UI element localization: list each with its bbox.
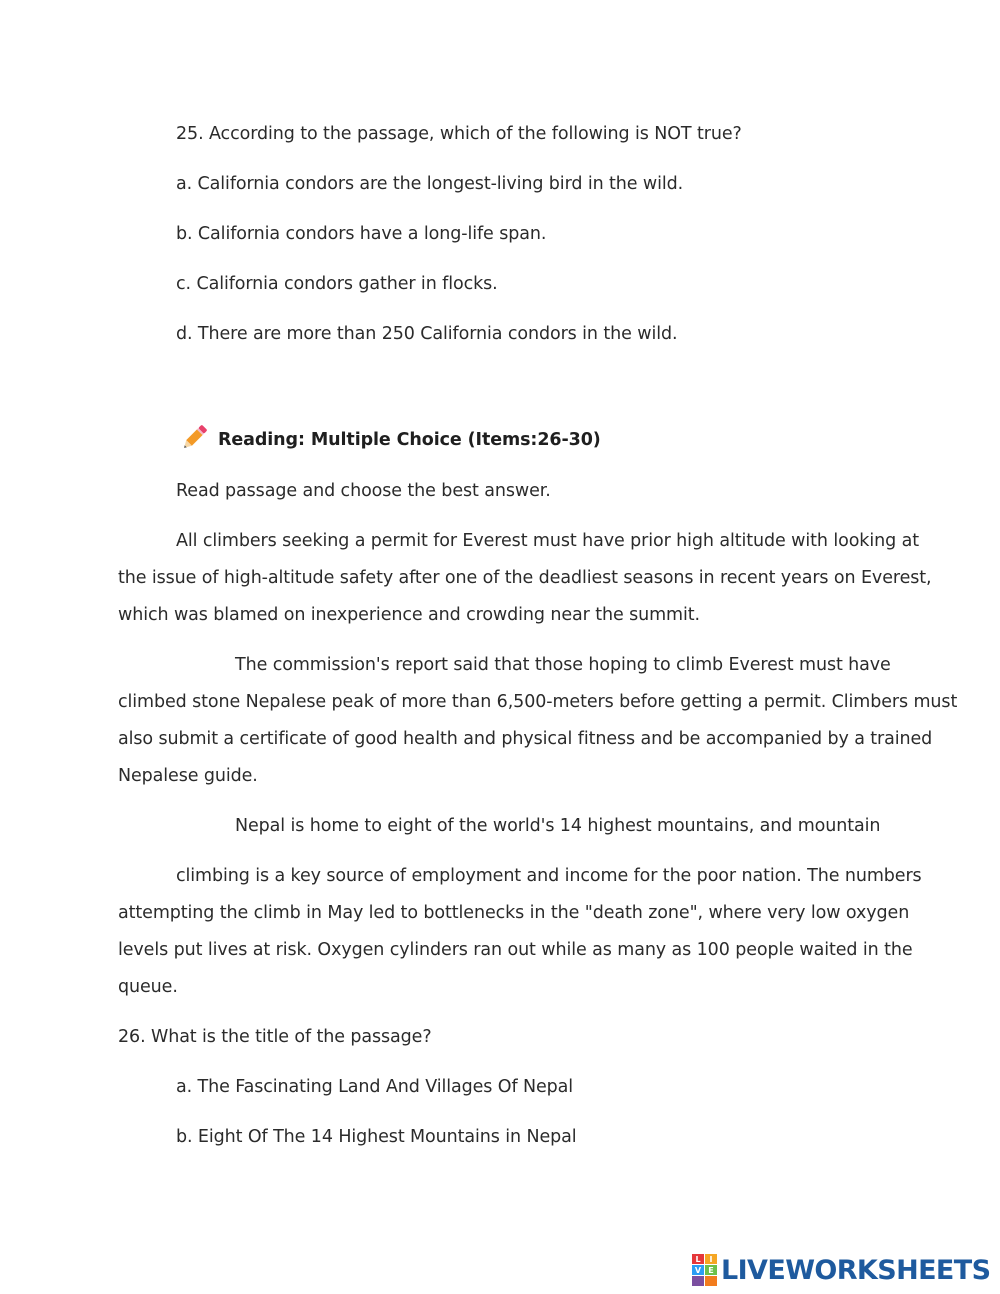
pencil-icon: [178, 422, 210, 454]
passage-line: The commission's report said that those hoping to climb Everest must have: [235, 655, 891, 675]
logo-badge-cell: I: [705, 1254, 717, 1264]
passage-line: which was blamed on inexperience and crowding near the summit.: [118, 605, 700, 625]
passage-line: levels put lives at risk. Oxygen cylinders ran out while as many as 100 people waited in the: [118, 940, 913, 960]
logo-badge-cell: [705, 1276, 717, 1286]
passage-line: Nepalese guide.: [118, 766, 258, 786]
q25-option-a: a. California condors are the longest-living bird in the wild.: [176, 174, 684, 194]
section-instruction: Read passage and choose the best answer.: [176, 481, 551, 501]
logo-badge-cell: V: [692, 1265, 704, 1275]
passage-line: attempting the climb in May led to bottlenecks in the "death zone", where very low oxygen: [118, 903, 910, 923]
logo-badge-cell: E: [705, 1265, 717, 1275]
section-heading: Reading: Multiple Choice (Items:26-30): [218, 430, 601, 450]
logo-text: LIVEWORKSHEETS: [721, 1254, 991, 1286]
q26-option-b: b. Eight Of The 14 Highest Mountains in Nepal: [176, 1127, 577, 1147]
logo-badge-icon: [692, 1254, 717, 1286]
q26-question: 26. What is the title of the passage?: [118, 1027, 432, 1047]
logo-badge-cell: L: [692, 1254, 704, 1264]
q25-question: 25. According to the passage, which of the following is NOT true?: [176, 124, 742, 144]
liveworksheets-logo: [692, 1254, 990, 1286]
passage-line: All climbers seeking a permit for Everest must have prior high altitude with looking at: [176, 531, 919, 551]
passage-line: also submit a certificate of good health and physical fitness and be accompanied by a trained: [118, 729, 933, 749]
q25-option-b: b. California condors have a long-life span.: [176, 224, 547, 244]
passage-line: the issue of high-altitude safety after one of the deadliest seasons in recent years on Everest,: [118, 568, 932, 588]
q26-option-a: a. The Fascinating Land And Villages Of Nepal: [176, 1077, 574, 1097]
passage-line: climbed stone Nepalese peak of more than 6,500-meters before getting a permit. Climbers must: [118, 692, 958, 712]
passage-line: queue.: [118, 977, 178, 997]
q25-option-d: d. There are more than 250 California condors in the wild.: [176, 324, 678, 344]
passage-line: Nepal is home to eight of the world's 14 highest mountains, and mountain: [235, 816, 881, 836]
passage-line: climbing is a key source of employment and income for the poor nation. The numbers: [176, 866, 922, 886]
logo-badge-cell: [692, 1276, 704, 1286]
q25-option-c: c. California condors gather in flocks.: [176, 274, 498, 294]
